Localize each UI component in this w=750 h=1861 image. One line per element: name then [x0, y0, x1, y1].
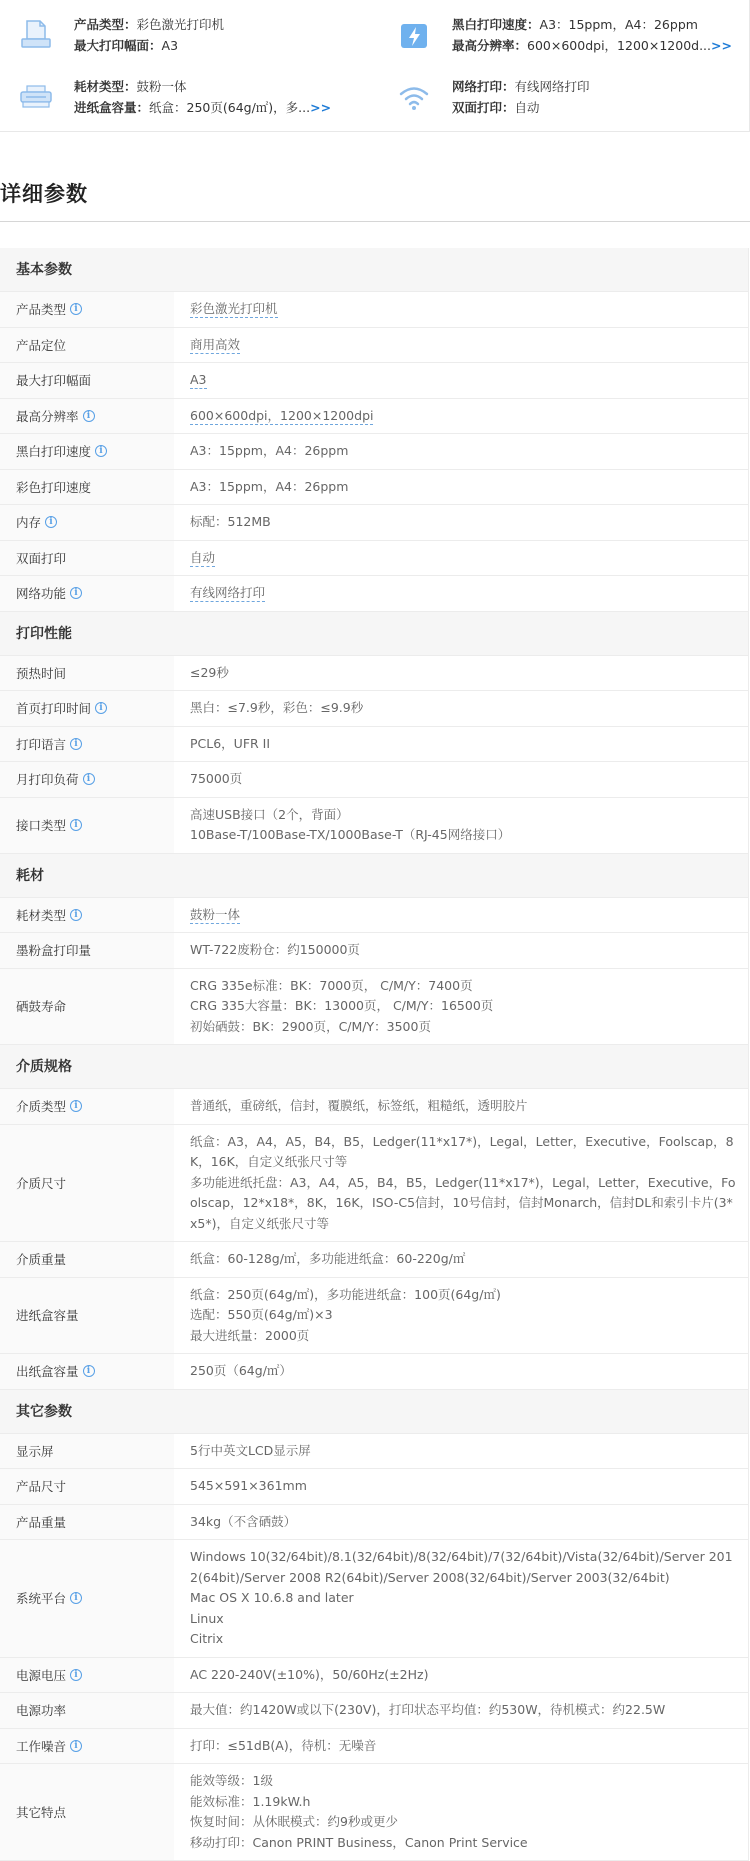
spec-value: 5行中英文LCD显示屏	[190, 1442, 311, 1458]
spec-row	[0, 434, 748, 470]
spec-value: 黑白：≤7.9秒，彩色：≤9.9秒	[190, 700, 364, 715]
spec-row	[0, 1125, 748, 1243]
spec-label-cell	[0, 1729, 174, 1764]
spec-label-cell	[0, 328, 174, 363]
spec-label-cell	[0, 399, 174, 434]
spec-value-cell	[174, 1354, 748, 1389]
spec-row	[0, 541, 748, 577]
spec-label: 打印语言	[16, 736, 67, 752]
spec-value-link[interactable]: 600×600dpi，1200×1200dpi	[190, 407, 374, 423]
spec-label-cell	[0, 1505, 174, 1540]
spec-value-cell	[174, 1469, 748, 1504]
spec-row	[0, 762, 748, 798]
spec-value-cell	[174, 1540, 748, 1657]
spec-label-cell	[0, 1434, 174, 1469]
spec-value-cell	[174, 1729, 748, 1764]
spec-value: 初始硒鼓：BK：2900页，C/M/Y：3500页	[190, 1018, 431, 1034]
spec-value-cell	[174, 656, 748, 691]
spec-row	[0, 727, 748, 763]
spec-value-cell	[174, 727, 748, 762]
spec-label-cell	[0, 656, 174, 691]
spec-label: 月打印负荷	[16, 772, 79, 788]
spec-label: 硒鼓寿命	[16, 999, 67, 1015]
more-link[interactable]: >>	[711, 38, 732, 53]
spec-value-link[interactable]: A3	[190, 372, 207, 387]
spec-label: 耗材类型	[16, 907, 67, 923]
spec-label-cell	[0, 541, 174, 576]
spec-label-cell	[0, 798, 174, 853]
spec-value: 移动打印：Canon PRINT Business，Canon Print Service	[190, 1834, 528, 1850]
spec-value-cell	[174, 434, 748, 469]
section-header: 介质规格	[0, 1045, 748, 1089]
spec-label: 介质尺寸	[16, 1175, 67, 1191]
spec-label-cell	[0, 1089, 174, 1124]
spec-value: 普通纸，重磅纸，信封，覆膜纸，标签纸，粗糙纸，透明胶片	[190, 1098, 528, 1113]
spec-label-cell	[0, 1469, 174, 1504]
info-icon[interactable]: i	[83, 1365, 95, 1377]
spec-label: 彩色打印速度	[16, 479, 92, 495]
spec-label-cell	[0, 1354, 174, 1389]
spec-value: 打印：≤51dB(A)，待机：无噪音	[190, 1737, 377, 1753]
spec-value: 最大进纸量：2000页	[190, 1327, 310, 1343]
spec-row	[0, 969, 748, 1046]
spec-value-cell	[174, 470, 748, 505]
spec-value-cell	[174, 1089, 748, 1124]
spec-label: 最大打印幅面	[16, 373, 92, 389]
spec-value-cell	[174, 363, 748, 398]
spec-label-cell	[0, 434, 174, 469]
spec-value: 能效标准：1.19kW.h	[190, 1793, 311, 1809]
more-link[interactable]: >>	[310, 100, 332, 115]
info-icon[interactable]: i	[70, 1592, 82, 1604]
spec-value: Mac OS X 10.6.8 and later	[190, 1590, 354, 1605]
spec-row	[0, 1658, 748, 1694]
spec-row	[0, 798, 748, 854]
spec-value: 34kg（不含硒鼓）	[190, 1513, 297, 1529]
spec-value-cell	[174, 292, 748, 327]
spec-row	[0, 1278, 748, 1355]
spec-row	[0, 656, 748, 692]
spec-value-cell	[174, 541, 748, 576]
spec-label: 电源功率	[16, 1703, 67, 1719]
spec-row	[0, 1089, 748, 1125]
spec-row	[0, 328, 748, 364]
spec-label: 双面打印	[16, 550, 67, 566]
spec-row	[0, 505, 748, 541]
spec-row	[0, 1764, 748, 1861]
spec-value-cell	[174, 328, 748, 363]
spec-table	[0, 248, 749, 1861]
spec-label-cell	[0, 727, 174, 762]
spec-value: 10Base-T/100Base-TX/1000Base-T（RJ-45网络接口）	[190, 827, 511, 842]
spec-row	[0, 1693, 748, 1729]
spec-value-link[interactable]: 自动	[190, 549, 216, 565]
spec-label-cell	[0, 505, 174, 540]
lightning-icon	[396, 17, 432, 53]
spec-value: PCL6，UFR II	[190, 735, 271, 751]
spec-label-cell	[0, 576, 174, 611]
spec-row	[0, 399, 748, 435]
spec-label: 产品重量	[16, 1514, 67, 1530]
spec-label: 产品定位	[16, 337, 67, 353]
info-icon[interactable]: i	[70, 819, 82, 831]
spec-value: ≤29秒	[190, 664, 229, 680]
spec-label-cell	[0, 933, 174, 968]
spec-label: 显示屏	[16, 1443, 54, 1459]
spec-value: 纸盒：250页(64g/㎡)，多功能进纸盒：100页(64g/㎡)	[190, 1286, 501, 1302]
spec-value-cell	[174, 1125, 748, 1242]
spec-value-cell	[174, 1693, 748, 1728]
spec-value: Linux	[190, 1610, 224, 1626]
info-icon[interactable]: i	[83, 410, 95, 422]
summary-item-consumables: 耗材类型：鼓粉一体 进纸盒容量：纸盒：250页(64g/㎡)，多...>>	[18, 76, 378, 118]
spec-label-cell	[0, 1764, 174, 1860]
spec-label-cell	[0, 1693, 174, 1728]
spec-value: 纸盒：A3，A4，A5，B4，B5，Ledger(11*x17*)，Legal，Letter，Executive，Foolscap，8K，16K，自定义纸张尺寸等	[190, 1133, 734, 1169]
spec-label: 预热时间	[16, 665, 67, 681]
spec-value: CRG 335e标准：BK：7000页， C/M/Y：7400页	[190, 977, 473, 993]
spec-row	[0, 363, 748, 399]
spec-value: 恢复时间：从休眠模式：约9秒或更少	[190, 1814, 398, 1829]
spec-label-cell	[0, 898, 174, 933]
spec-label: 电源电压	[16, 1667, 67, 1683]
spec-row	[0, 470, 748, 506]
spec-label-cell	[0, 1658, 174, 1693]
spec-value-cell	[174, 933, 748, 968]
spec-row	[0, 576, 748, 612]
info-icon[interactable]: i	[70, 1669, 82, 1681]
spec-value-cell	[174, 1434, 748, 1469]
spec-row	[0, 1434, 748, 1470]
spec-label-cell	[0, 1278, 174, 1354]
spec-value-link[interactable]: 彩色激光打印机	[190, 301, 278, 316]
spec-label: 内存	[16, 515, 42, 531]
spec-label: 首页打印时间	[16, 701, 92, 717]
spec-label: 产品尺寸	[16, 1479, 67, 1495]
spec-value-cell	[174, 898, 748, 933]
summary-item-network: 网络打印：有线网络打印 双面打印：自动	[396, 76, 750, 118]
spec-value: 250页（64g/㎡）	[190, 1363, 292, 1378]
spec-value-cell	[174, 798, 748, 853]
info-icon[interactable]: i	[70, 1740, 82, 1752]
spec-value-cell	[174, 1278, 748, 1354]
spec-value-cell	[174, 1242, 748, 1277]
spec-value-cell	[174, 1658, 748, 1693]
spec-row	[0, 1242, 748, 1278]
wifi-icon	[396, 79, 432, 115]
spec-value: 能效等级：1级	[190, 1773, 273, 1788]
spec-label-cell	[0, 292, 174, 327]
spec-value: 纸盒：60-128g/㎡，多功能进纸盒：60-220g/㎡	[190, 1251, 466, 1266]
title-divider	[0, 221, 750, 222]
spec-label: 接口类型	[16, 818, 67, 833]
page-title: 详细参数	[0, 182, 88, 206]
section-header: 其它参数	[0, 1390, 748, 1434]
spec-label: 最高分辨率	[16, 408, 79, 424]
info-icon[interactable]: i	[70, 303, 82, 315]
spec-value: WT-722废粉仓：约150000页	[190, 942, 360, 957]
paper-tray-icon	[18, 79, 54, 115]
spec-label-cell	[0, 691, 174, 726]
spec-value-link[interactable]: 商用高效	[190, 336, 241, 352]
spec-value-cell	[174, 1505, 748, 1540]
spec-value: 75000页	[190, 771, 243, 786]
spec-label: 系统平台	[16, 1591, 67, 1607]
spec-value: A3：15ppm，A4：26ppm	[190, 443, 349, 458]
spec-value: A3：15ppm，A4：26ppm	[190, 478, 349, 494]
spec-value-cell	[174, 762, 748, 797]
spec-label: 工作噪音	[16, 1738, 67, 1754]
spec-label: 介质重量	[16, 1252, 67, 1268]
spec-label: 进纸盒容量	[16, 1308, 79, 1324]
spec-value-cell	[174, 691, 748, 726]
info-icon[interactable]: i	[70, 909, 82, 921]
section-header: 基本参数	[0, 248, 748, 292]
spec-row	[0, 1505, 748, 1541]
spec-label: 产品类型	[16, 302, 67, 318]
section-header: 打印性能	[0, 612, 748, 656]
spec-label: 黑白打印速度	[16, 444, 92, 460]
spec-label-cell	[0, 1242, 174, 1277]
spec-row	[0, 898, 748, 934]
info-icon[interactable]: i	[70, 738, 82, 750]
spec-row	[0, 1469, 748, 1505]
spec-label-cell	[0, 762, 174, 797]
spec-label-cell	[0, 1125, 174, 1242]
info-icon[interactable]: i	[70, 587, 82, 599]
spec-value-link[interactable]: 鼓粉一体	[190, 906, 241, 922]
spec-row	[0, 933, 748, 969]
spec-value-cell	[174, 505, 748, 540]
spec-label: 出纸盒容量	[16, 1364, 79, 1380]
spec-label: 网络功能	[16, 586, 67, 602]
spec-label: 介质类型	[16, 1099, 67, 1115]
spec-label-cell	[0, 470, 174, 505]
spec-value: Citrix	[190, 1631, 224, 1646]
spec-row	[0, 1354, 748, 1390]
section-header: 耗材	[0, 854, 748, 898]
spec-label-cell	[0, 363, 174, 398]
spec-value: 最大值：约1420W或以下(230V)，打印状态平均值：约530W，待机模式：约22.5W	[190, 1702, 666, 1717]
spec-label-cell	[0, 1540, 174, 1657]
spec-value: 标配：512MB	[190, 514, 271, 529]
spec-value: Windows 10(32/64bit)/8.1(32/64bit)/8(32/64bit)/7(32/64bit)/Vista(32/64bit)/Server 2012(64bit)/Server 2008 R2(64bit)/Server 2008(32/64bit)/Server 2003(32/64bit)	[190, 1549, 733, 1585]
spec-value: 545×591×361mm	[190, 1478, 307, 1493]
spec-row	[0, 292, 748, 328]
spec-value: 高速USB接口（2个，背面）	[190, 806, 349, 822]
printer-icon	[18, 17, 54, 53]
spec-value: CRG 335大容量：BK：13000页， C/M/Y：16500页	[190, 998, 494, 1013]
spec-row	[0, 691, 748, 727]
summary-item-print-speed: 黑白打印速度：A3：15ppm，A4：26ppm 最高分辨率：600×600dpi，1200×1200d...>>	[396, 14, 750, 56]
spec-value-cell	[174, 969, 748, 1045]
spec-value: AC 220-240V(±10%)，50/60Hz(±2Hz)	[190, 1666, 429, 1682]
spec-label: 其它特点	[16, 1805, 67, 1820]
spec-value: 选配：550页(64g/㎡)×3	[190, 1307, 333, 1322]
spec-row	[0, 1729, 748, 1765]
summary-panel	[0, 0, 750, 132]
spec-value-cell	[174, 1764, 748, 1860]
info-icon[interactable]: i	[83, 773, 95, 785]
spec-value-link[interactable]: 有线网络打印	[190, 585, 266, 600]
info-icon[interactable]: i	[45, 516, 57, 528]
summary-item-product-type: 产品类型：彩色激光打印机 最大打印幅面：A3	[18, 14, 378, 56]
spec-value: 多功能进纸托盘：A3，A4，A5，B4，B5，Ledger(11*x17*)，Legal，Letter，Executive，Foolscap，12*x18*，8K，16K，ISO-C5信封，10号信封，信封Monarch，信封DL和索引卡片(3*x5*)，自定义纸张尺寸等	[190, 1174, 736, 1231]
spec-label: 墨粉盒打印量	[16, 943, 92, 959]
spec-row	[0, 1540, 748, 1658]
spec-value-cell	[174, 576, 748, 611]
info-icon[interactable]: i	[95, 445, 107, 457]
info-icon[interactable]: i	[95, 702, 107, 714]
info-icon[interactable]: i	[70, 1100, 82, 1112]
spec-value-cell	[174, 399, 748, 434]
spec-label-cell	[0, 969, 174, 1045]
